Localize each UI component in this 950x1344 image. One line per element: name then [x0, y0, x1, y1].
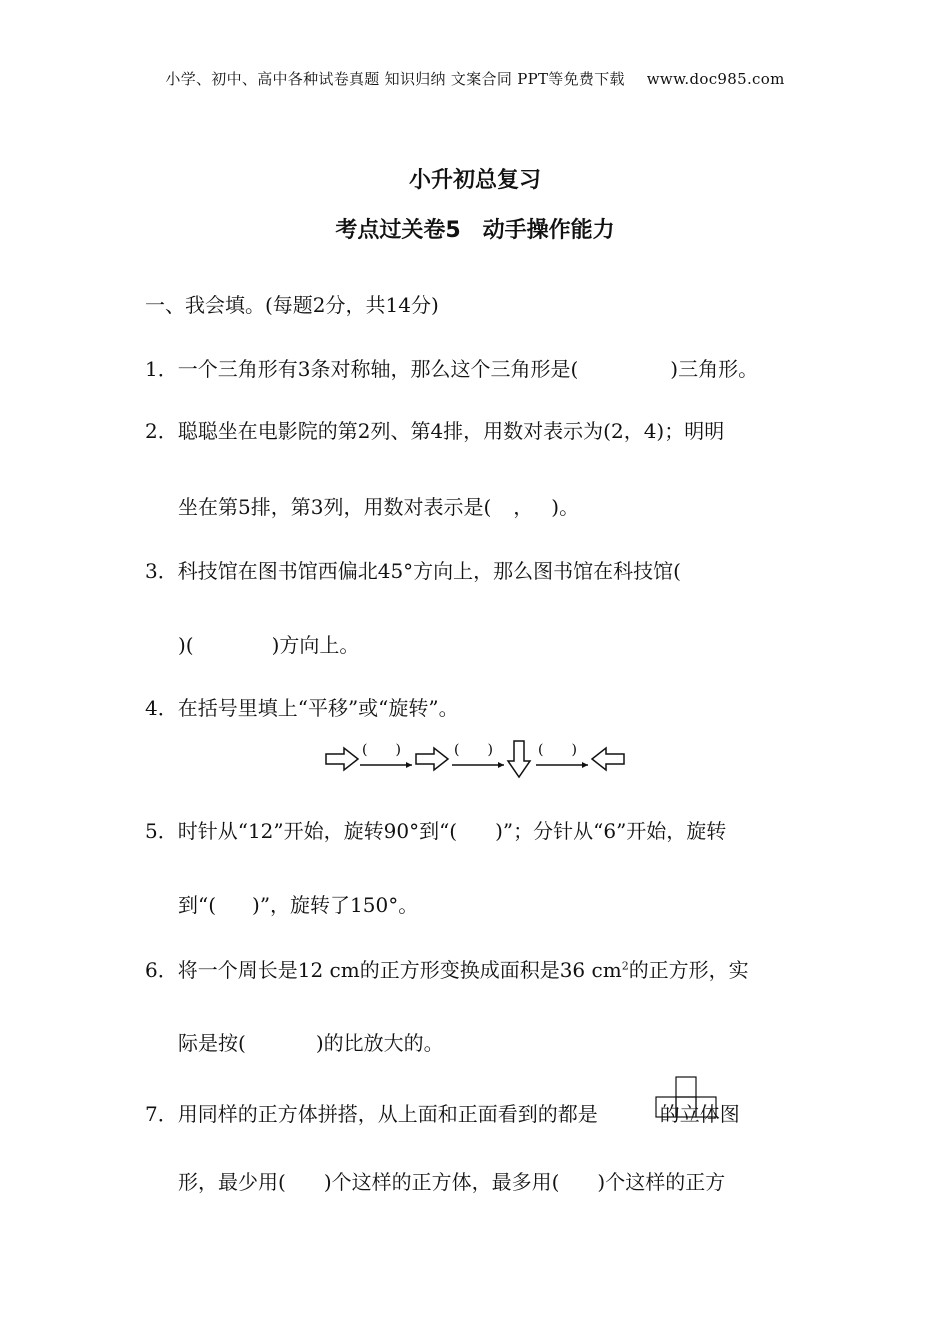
q4-blank-1: ( )	[362, 742, 401, 758]
q3-text-b: )方向上。	[271, 633, 360, 657]
q1-text-b: )三角形。	[670, 357, 759, 381]
page-header	[0, 68, 950, 89]
title-sub: 考点过关卷5 动手操作能力	[335, 218, 615, 243]
question-5	[145, 815, 726, 844]
q7-text-b: 的立体图	[659, 1102, 740, 1126]
question-6-cont	[178, 1027, 444, 1056]
header-text: 小学、初中、高中各种试卷真题 知识归纳 文案合同 PPT等免费下载	[165, 70, 625, 88]
block-right	[696, 1097, 716, 1117]
question-7-cont	[178, 1166, 725, 1195]
arrow-right-shape-2	[416, 748, 448, 770]
question-6	[145, 954, 749, 983]
q1-text-a: 一个三角形有3条对称轴，那么这个三角形是(	[177, 357, 579, 381]
q4-blank-2: ( )	[454, 742, 493, 758]
q5-text-d: )”，旋转了150°。	[252, 893, 419, 917]
q6-text-a: 将一个周长是12 cm的正方形变换成面积是36 cm	[177, 958, 622, 982]
q7-text-e: )个这样的正方	[597, 1170, 726, 1194]
title-main: 小升初总复习	[408, 168, 541, 193]
q2-text-a: 坐在第5排，第3列，用数对表示是(	[178, 495, 492, 519]
q3-text-a: )(	[178, 633, 194, 657]
q4-arrow-figure	[322, 737, 632, 781]
q7-text-c: 形，最少用(	[178, 1170, 286, 1194]
question-2-cont	[178, 491, 579, 520]
header-url[interactable]: www.doc985.com	[646, 70, 785, 88]
q5-number: 5．	[145, 819, 178, 843]
q6-text-b: 的正方形，实	[628, 958, 749, 982]
q4-number: 4．	[145, 696, 178, 720]
section-heading: 一、我会填。(每题2分，共14分)	[145, 293, 439, 317]
q2-number: 2．	[145, 419, 178, 443]
block-top	[676, 1077, 696, 1097]
q7-text-a: 用同样的正方体拼搭，从上面和正面看到的都是	[177, 1102, 598, 1126]
q7-text-d: )个这样的正方体，最多用(	[323, 1170, 560, 1194]
block-middle	[676, 1097, 696, 1117]
q5-text-a: 时针从“12”开始，旋转90°到“(	[177, 819, 458, 843]
question-5-cont	[178, 889, 418, 918]
q5-text-b: )”；分针从“6”开始，旋转	[495, 819, 727, 843]
q4-text: 在括号里填上“平移”或“旋转”。	[177, 696, 459, 720]
q6-text-c: 际是按(	[178, 1031, 246, 1055]
q4-blank-3: ( )	[538, 742, 577, 758]
question-3-cont	[178, 629, 359, 658]
block-left	[656, 1097, 676, 1117]
question-4	[145, 692, 459, 721]
question-2	[145, 415, 724, 444]
question-3	[145, 555, 681, 584]
arrow-down-shape	[508, 741, 530, 777]
q1-number: 1．	[145, 357, 178, 381]
arrow-left-shape	[592, 748, 624, 770]
q7-block-figure	[654, 1075, 718, 1119]
q2-text-c: )。	[551, 495, 580, 519]
question-7	[145, 1098, 740, 1127]
q6-text-d: )的比放大的。	[315, 1031, 444, 1055]
q7-number: 7．	[145, 1102, 178, 1126]
q5-text-c: 到“(	[178, 893, 217, 917]
arrow-right-shape-1	[326, 748, 358, 770]
q2-text-b: ，	[513, 495, 534, 519]
question-1	[145, 353, 758, 382]
q3-line1: 科技馆在图书馆西偏北45°方向上，那么图书馆在科技馆(	[177, 559, 681, 583]
q3-number: 3．	[145, 559, 178, 583]
q6-superscript: 2	[621, 959, 629, 973]
q2-line1: 聪聪坐在电影院的第2列、第4排，用数对表示为(2，4)；明明	[177, 419, 725, 443]
q6-number: 6．	[145, 958, 178, 982]
